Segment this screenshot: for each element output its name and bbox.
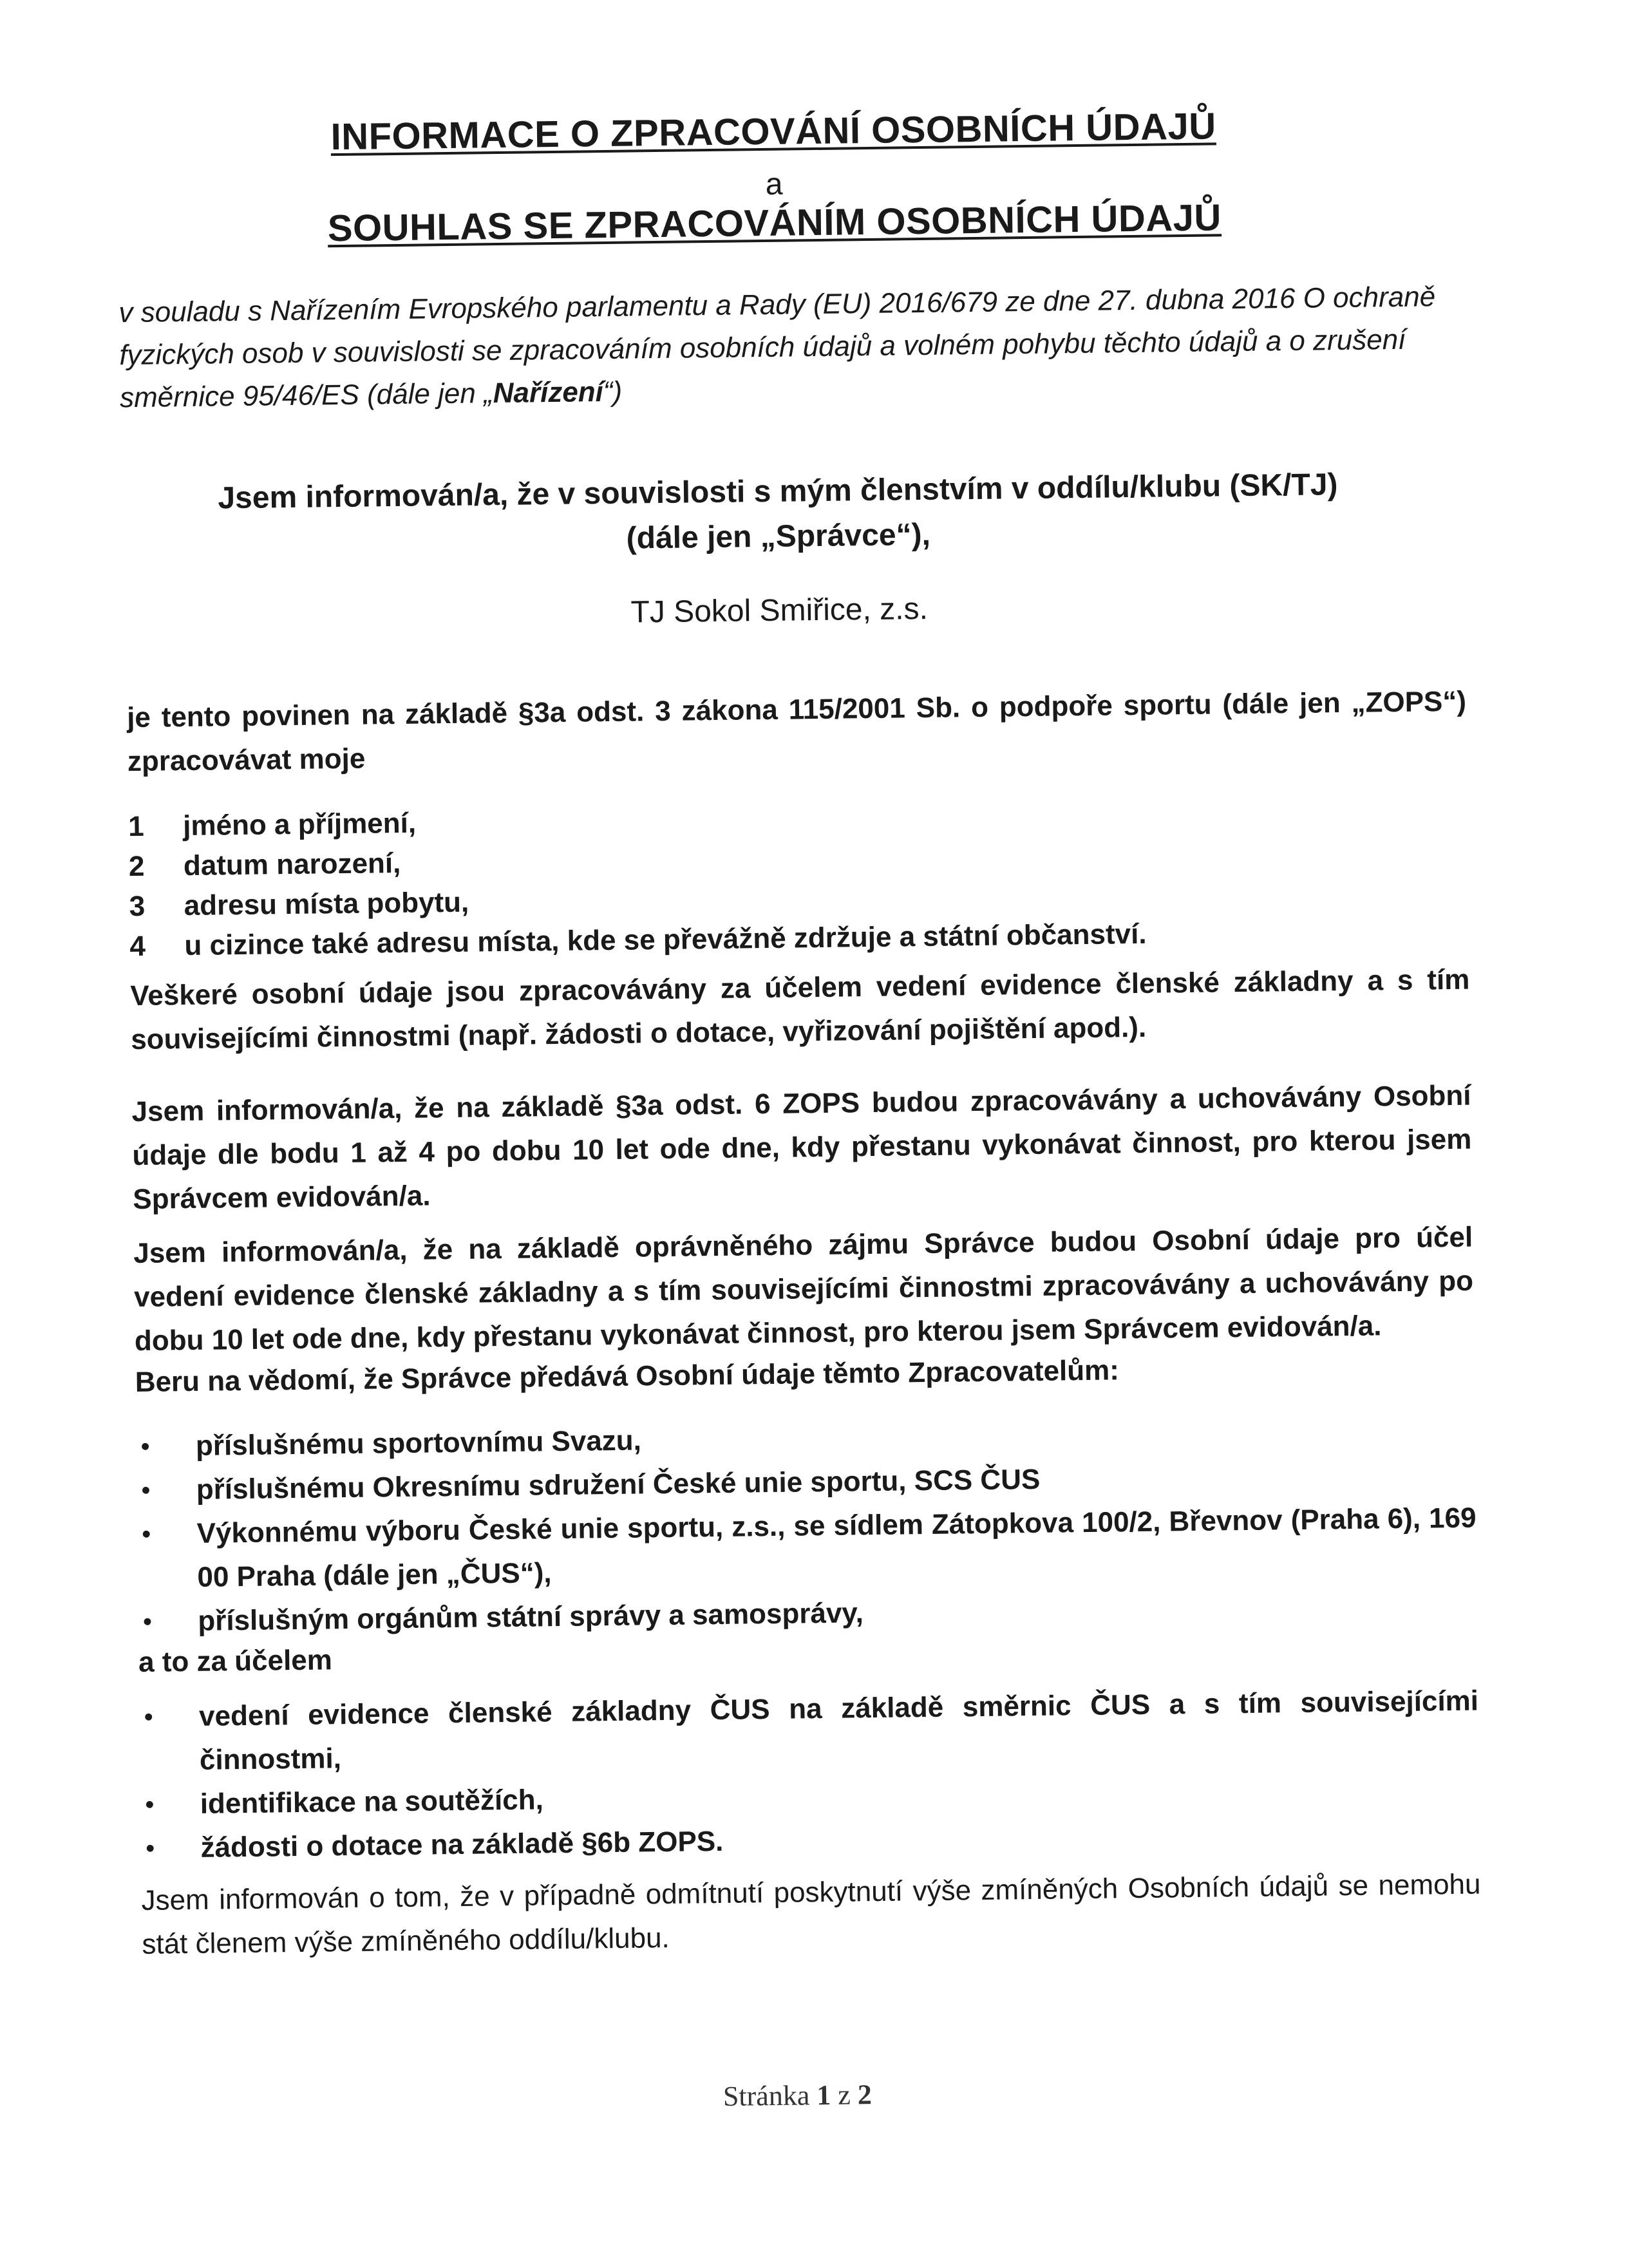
informed-line-2: (dále jen „Správce“), <box>626 517 931 556</box>
title-connector: a <box>765 167 783 202</box>
bullet-icon: • <box>145 1791 155 1819</box>
purpose-paragraph: Veškeré osobní údaje jsou zpracovávány za účelem vedení evidence členské základny a s tím souvisejícími činnostmi (např. žádosti o dotace, vyřizování pojištění apod.). <box>130 963 1470 1056</box>
informed-line-1: Jsem informován/a, že v souvislosti s mým členstvím v oddílu/klubu (SK/TJ) <box>218 468 1338 516</box>
purposes-list <box>139 1679 1480 1871</box>
processors-intro: Beru na vědomí, že Správce předává Osobní údaje těmto Zpracovatelům: <box>135 1354 1120 1399</box>
page-footer: Stránka 1 z 2 <box>722 2079 873 2112</box>
list-item: • žádosti o dotace na základě §6b ZOPS. <box>140 1811 1480 1871</box>
list-item: • příslušnému Okresnímu sdružení České unie sportu, SCS ČUS <box>136 1453 1476 1513</box>
interest-paragraph: Jsem informován/a, že na základě oprávněného zájmu Správce budou Osobní údaje pro účel vedení evidence členské základny a s tím souvisejícími činnostmi zpracovávány a uchovávány po dobu 10 let ode dne, kdy přestanu vykonávat činnost, pro kterou jsem Správcem evidován/a. <box>133 1221 1474 1357</box>
list-item: • vedení evidence členské základny ČUS na základě směrnic ČUS a s tím souvisejícími činnostmi, <box>139 1679 1480 1783</box>
club-name: TJ Sokol Smiřice, z.s. <box>630 591 929 630</box>
bullet-icon: • <box>142 1520 151 1548</box>
title-line-1: INFORMACE O ZPRACOVÁNÍ OSOBNÍCH ÚDAJŮ <box>330 105 1217 158</box>
list-item: • identifikace na soutěžích, <box>140 1767 1480 1827</box>
bullet-icon: • <box>143 1608 152 1636</box>
purpose-intro: a to za účelem <box>138 1644 333 1679</box>
list-item: 2 datum narození, <box>128 847 401 883</box>
obligation-paragraph: je tento povinen na základě §3a odst. 3 zákona 115/2001 Sb. o podpoře sportu (dále jen „ZOPS“) zpracovávat moje <box>126 685 1467 778</box>
bullet-icon: • <box>144 1703 153 1731</box>
list-item: • příslušným orgánům státní správy a samosprávy, <box>138 1584 1478 1644</box>
list-item: 4 u cizince také adresu místa, kde se převážně zdržuje a státní občanství. <box>129 918 1147 963</box>
intro-paragraph: v souladu s Nařízením Evropského parlamentu a Rady (EU) 2016/679 ze dne 27. dubna 2016 O ochraně fyzických osob v souvislosti se zpracováním osobních údajů a volném pohybu těchto údajů a o zrušení směrnice 95/46/ES (dále jen „Nařízení“) <box>118 281 1436 414</box>
closing-paragraph: Jsem informován o tom, že v případně odmítnutí poskytnutí výše zmíněných Osobních údajů se nemohu stát členem výše zmíněného oddílu/klubu. <box>141 1868 1481 1960</box>
title-line-2: SOUHLAS SE ZPRACOVÁNÍM OSOBNÍCH ÚDAJŮ <box>327 196 1222 250</box>
list-item: • příslušnému sportovnímu Svazu, <box>136 1409 1476 1469</box>
bullet-icon: • <box>141 1477 151 1504</box>
intro-emphasis: Nařízení <box>493 376 604 410</box>
bullet-icon: • <box>140 1433 150 1460</box>
list-item: 1 jméno a příjmení, <box>127 807 417 843</box>
bullet-icon: • <box>146 1835 155 1862</box>
processors-list <box>136 1409 1478 1644</box>
retention-paragraph: Jsem informován/a, že na základě §3a odst. 6 ZOPS budou zpracovávány a uchovávány Osobní údaje dle bodu 1 až 4 po dobu 10 let ode dne, kdy přestanu vykonávat činnost, pro kterou jsem Správcem evidován/a. <box>131 1079 1472 1216</box>
list-item: 3 adresu místa pobytu, <box>129 886 469 923</box>
personal-data-list <box>128 791 1469 967</box>
list-item: • Výkonnému výboru České unie sportu, z.s., se sídlem Zátopkova 100/2, Břevnov (Praha 6), 169 00 Praha (dále jen „ČUS“), <box>137 1497 1477 1600</box>
